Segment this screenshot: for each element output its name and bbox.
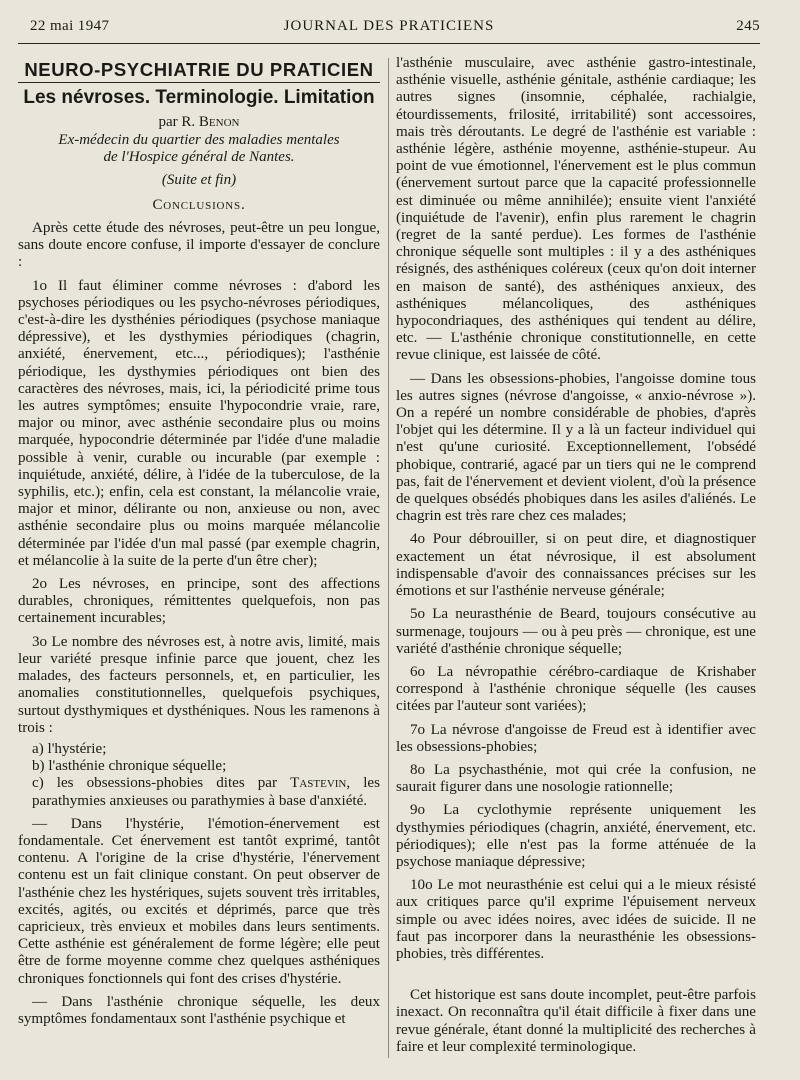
- header-rule: [18, 43, 760, 44]
- spacer: [396, 969, 756, 987]
- issue-date: 22 mai 1947: [30, 18, 110, 34]
- journal-title: JOURNAL DES PRATICIENS: [283, 18, 495, 34]
- conclusion-4: 4o Pour débrouiller, si on peut dire, et diagnostiquer exactement un état névrosique, il est absolument indispensable d'avoir des connaissances précises sur les émotions et sur l'asthénie nerveuse générale;: [396, 531, 756, 600]
- intro-paragraph: Après cette étude des névroses, peut-être un peu longue, sans doute encore confuse, il importe d'essayer de conclure :: [18, 220, 380, 271]
- conclusion-2: 2o Les névroses, en principe, sont des affections durables, chroniques, rémittentes quelquefois, non pas certainement incurables;: [18, 576, 380, 627]
- author-name: Benon: [198, 114, 240, 131]
- conclusion-9: 9o La cyclothymie représente uniquement les dysthymies périodiques (chagrin, anxiété, énervement, etc. périodiques); elle n'est pas la forme atténuée de la psychose maniaque dépressive;: [396, 802, 756, 870]
- author-affiliation-line-2: de l'Hospice général de Nantes.: [103, 148, 295, 165]
- hysteria-paragraph: — Dans l'hystérie, l'émotion-énervement est fondamentale. Cet énervement est tantôt exprimé, tantôt contenu. A l'origine de la crise d'hystérie, l'énervement contenu est un fait clinique constant. On peut observer de l'asthénie chez les hystériques, sujets souvent très irritables, excités, agités, ou excités et déprimés, parce que très capricieux, très envieux et mobiles dans leurs sentiments. Cette asthénie est généralement de forme légère; elle peut être de forme moyenne comme chez quelques asthéniques chroniques fonctionnels qui font des crises d'hystérie.: [18, 815, 380, 987]
- running-head: [18, 18, 760, 40]
- left-column: [18, 55, 380, 1034]
- conclusion-5: 5o La neurasthénie de Beard, toujours consécutive au surmenage, toujours — ou à peu près — chronique, est une variété d'asthénie chronique séquelle;: [396, 606, 756, 657]
- list-item-c: [18, 775, 380, 809]
- conclusion-6: 6o La névropathie cérébro-cardiaque de Krishaber correspond à l'asthénie chronique séquelle (les causes citées par l'auteur sont variées);: [396, 663, 756, 715]
- section-heading: Conclusions.: [152, 196, 246, 213]
- asthenia-paragraph-start: — Dans l'asthénie chronique séquelle, les deux symptômes fondamentaux sont l'asthénie psychique et: [18, 993, 380, 1027]
- cited-author: Tastevin: [290, 775, 347, 792]
- closing-paragraph: Cet historique est sans doute incomplet, peut-être parfois inexact. On reconnaîtra qu'il était difficile à fixer dans une revue générale, étant donné la multiplicité des recherches à faire et leur complexité terminologique.: [396, 987, 756, 1055]
- obsessions-paragraph: — Dans les obsessions-phobies, l'angoisse domine tous les autres signes (névrose d'angoisse, « anxio-névrose »). On a repéré un nombre considérable de phobies, d'après l'objet qui les détermine. Il y a là un facteur individuel qui n'est qu'une curiosité. Exceptionnellement, l'obsédé phobique, contrarié, agacé par un tiers qui ne le comprend pas, fait de l'énervement et devient violent, d'où la présence de quelques obsédés phobiques dans les asiles d'aliénés. Le chagrin est très rare chez ces malades;: [396, 370, 756, 525]
- list-item-c-end: , les parathymies anxieuses ou parathymies à base d'anxiété.: [32, 775, 380, 809]
- page-number: 245: [736, 18, 760, 34]
- conclusion-3: 3o Le nombre des névroses est, à notre avis, limité, mais leur variété presque infinie parce que jouent, chez les malades, des facteurs personnels, et, en particulier, les anomalies constitutionnelles, quelquefois psychiques, surtout dysthymiques et dysthéniques. Nous les ramenons à trois :: [18, 633, 380, 736]
- asthenia-paragraph-continued: l'asthénie musculaire, avec asthénie gastro-intestinale, asthénie visuelle, asthénie génitale, asthénie cardiaque; les autres signes (insomnie, céphalée, rachialgie, étourdissements, frilosité, irritabilité) sont accessoires, mais très déroutants. Le degré de l'asthénie est variable : asthénie légère, asthénie moyenne, asthénie-stupeur. Au point de vue émotionnel, l'énervement est le plus commun (énervement surtout parce que la capacité professionnelle est diminuée ou même annihilée); ensuite vient l'anxiété (inquiétude de l'avenir), enfin plus rarement le chagrin (regret de la santé perdue). Les formes de l'asthénie chronique séquelle sont multiples : il y a des asthéniques résignés, des asthéniques coléreux (ceux qu'on doit interner en maison de santé), des asthéniques anxieux, des asthéniques mélancoliques, des asthéniques hypocondriaques, des asthéniques qui tendent au délire, etc. — L'asthénie chronique constitutionnelle, en cette revue clinique, est laissée de côté.: [396, 55, 756, 364]
- continuation-note: (Suite et fin): [161, 171, 237, 188]
- article-title: Les névroses. Terminologie. Limitation: [23, 87, 375, 109]
- conclusion-8: 8o La psychasthénie, mot qui crée la confusion, ne saurait figurer dans une nosologie rationnelle;: [396, 761, 756, 796]
- column-divider: [388, 58, 389, 1058]
- conclusion-1: 1o Il faut éliminer comme névroses : d'abord les psychoses périodiques ou les psycho-névroses périodiques, c'est-à-dire les dysthénies périodiques (psychose maniaque dépressive), et les dysthymies périodiques (chagrin, anxiété, énervement, etc..., périodiques); l'asthénie périodique, les dysthymies périodiques ont bien des caractères des névroses, mais, ici, la périodicité prime tous les autres symptômes; ensuite l'hypocondrie vraie, rare, major ou minor, avec asthénie secondaire plus ou moins marquée, hypocondrie déterminée par l'idée d'une maladie possible à venir, curable ou incurable (par exemple : inquiétude, anxiété, délire, à l'idée de la tuberculose, de la syphilis, etc.); enfin, cela est constant, la mélancolie vraie, major et minor, délirante ou non, anxieuse ou non, avec asthénie secondaire plus ou moins marquée mélancolie déterminée par l'idée d'un mal passé (par exemple chagrin, et mélancolie à la suite de la perte d'un être cher);: [18, 277, 380, 569]
- conclusion-10: 10o Le mot neurasthénie est celui qui a le mieux résisté aux critiques parce qu'il exprime l'épuisement nerveux simple ou avec idées noires, avec idées de suicide. Il ne faut pas incorporer dans la neurasthénie les obsessions-phobies, très différentes.: [396, 877, 756, 962]
- author-affiliation-line-1: Ex-médecin du quartier des maladies mentales: [58, 131, 340, 148]
- right-column: [396, 55, 756, 1062]
- list-item-b: b) l'asthénie chronique séquelle;: [32, 758, 227, 775]
- section-rubric: NEURO-PSYCHIATRIE DU PRATICIEN: [18, 55, 380, 83]
- byline-prefix: par R.: [158, 114, 196, 131]
- list-item-a: a) l'hystérie;: [32, 740, 107, 757]
- list-item-c-start: c) les obsessions-phobies dites par: [32, 775, 278, 792]
- byline: [18, 114, 380, 131]
- conclusion-7: 7o La névrose d'angoisse de Freud est à identifier avec les obsessions-phobies;: [396, 721, 756, 755]
